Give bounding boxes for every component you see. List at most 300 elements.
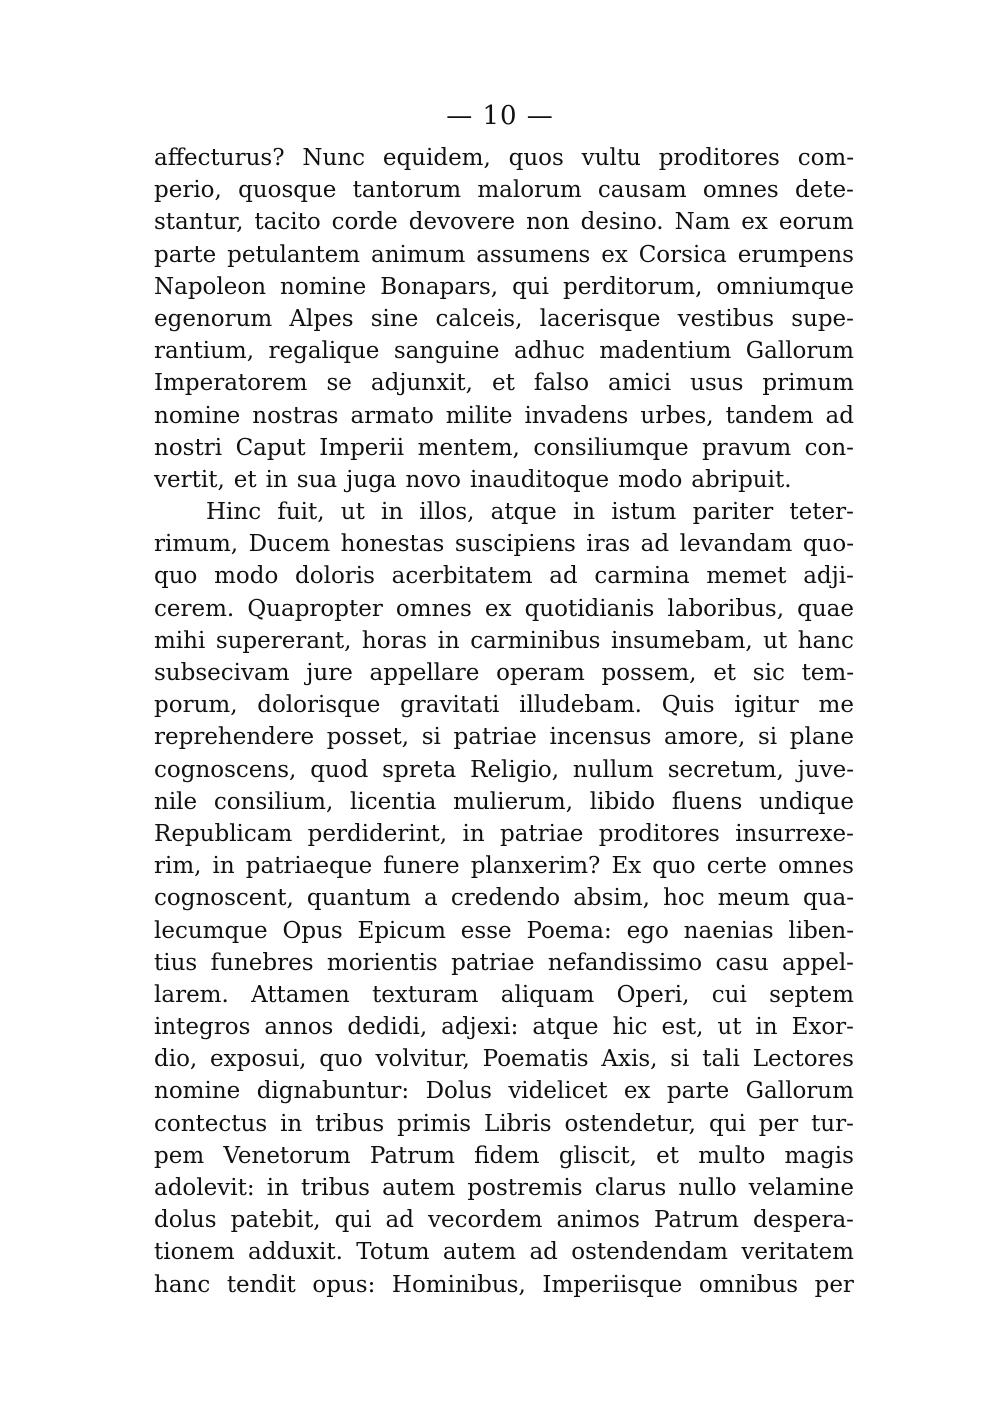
word: falso <box>533 370 590 397</box>
word: meum <box>717 885 790 912</box>
word: modo <box>214 563 279 590</box>
word: cui <box>711 981 747 1008</box>
word: Religio, <box>470 756 560 783</box>
text-line <box>154 142 854 174</box>
word: aliquam <box>500 981 595 1008</box>
word: reprehendere <box>154 724 315 751</box>
word: et <box>656 1142 679 1169</box>
word: laboribus, <box>667 595 785 622</box>
word: ut <box>763 627 788 654</box>
word: Napoleon <box>154 273 267 300</box>
text-line <box>154 1140 854 1172</box>
word: illudebam. <box>519 692 642 719</box>
word: secretum, <box>667 756 784 783</box>
word: igitur <box>734 692 799 719</box>
word: subsecivam <box>154 660 290 686</box>
word: equidem, <box>382 145 491 171</box>
word: in <box>437 627 460 654</box>
word: Operi, <box>616 981 690 1008</box>
word: et <box>233 466 257 493</box>
text-line <box>154 303 854 335</box>
word: absim, <box>573 885 650 912</box>
word: perdiderint, <box>307 820 448 847</box>
word: postremis <box>467 1175 583 1201</box>
text-line <box>154 818 854 850</box>
text-line <box>154 593 854 625</box>
word: tacito <box>254 209 321 236</box>
word: magis <box>784 1142 854 1169</box>
body-text <box>154 142 854 1301</box>
text-line <box>154 1075 854 1107</box>
word: funebres <box>210 949 314 976</box>
word: in <box>280 1110 303 1137</box>
text-line <box>154 882 854 914</box>
word: Attamen <box>251 981 350 1008</box>
word: acerbitatem <box>391 563 533 590</box>
word: gravitati <box>400 692 500 719</box>
word: hanc <box>797 627 854 654</box>
text-line <box>154 239 854 271</box>
text-line <box>154 367 854 399</box>
text-line <box>154 464 854 496</box>
word: nostras <box>252 402 339 429</box>
word: si <box>421 724 441 751</box>
word: libido <box>589 788 656 815</box>
word: omniumque <box>716 273 854 300</box>
word: cerem. <box>154 595 235 622</box>
word: mulierum, <box>453 788 574 815</box>
word: nomine <box>280 273 367 300</box>
word: larem. <box>154 981 229 1008</box>
word: si <box>757 724 778 751</box>
word: primis <box>397 1110 472 1137</box>
word: appellare <box>369 660 480 686</box>
word: et <box>491 370 515 397</box>
word: qui <box>334 1207 372 1234</box>
word: in <box>381 499 404 526</box>
word: liben- <box>788 917 854 944</box>
word: horas <box>361 627 428 654</box>
word: proditores <box>598 820 720 847</box>
word: tribus <box>315 1110 385 1137</box>
word: ex <box>741 209 768 236</box>
word: quod <box>310 756 369 783</box>
word: egenorum <box>154 305 273 332</box>
word: septem <box>769 981 854 1008</box>
word: in <box>266 1175 289 1201</box>
text-line <box>154 1269 854 1301</box>
word: amici <box>608 370 672 397</box>
word: ad <box>549 563 578 590</box>
word: amore, <box>664 724 746 751</box>
word: adduxit. <box>248 1239 343 1266</box>
word: naenias <box>683 917 774 944</box>
text-line <box>154 432 854 464</box>
word: quosque <box>238 177 337 204</box>
word: tur- <box>811 1110 854 1137</box>
word: animum <box>370 241 466 268</box>
word: Imperiisque <box>542 1271 683 1298</box>
word: vultu <box>581 145 641 171</box>
word: Libris <box>484 1110 552 1137</box>
word: ex <box>601 241 628 268</box>
word: Gallorum <box>745 1078 854 1105</box>
page-number: — 10 — <box>446 101 554 131</box>
word: fluens <box>671 788 743 815</box>
word: quo <box>154 563 198 590</box>
word: Quis <box>661 692 715 719</box>
word: Gallorum <box>745 338 854 365</box>
word: Patrum <box>653 1207 739 1234</box>
word: esse <box>460 917 512 944</box>
word: ex <box>623 1078 651 1105</box>
word: perio, <box>154 177 222 204</box>
word: ut <box>717 1014 742 1041</box>
word: patriae <box>453 724 537 751</box>
text-line <box>154 174 854 206</box>
word: dolorisque <box>257 692 381 719</box>
word: qui <box>708 1110 746 1137</box>
word: hic <box>612 1014 648 1041</box>
word: supererant, <box>215 627 352 654</box>
word: tali <box>702 1046 740 1073</box>
word: vestibus <box>677 305 775 332</box>
text-line <box>154 915 854 947</box>
text-line <box>154 721 854 753</box>
word: adji- <box>803 563 854 590</box>
word: juve- <box>797 756 854 783</box>
word: pravum <box>702 434 792 461</box>
word: Alpes <box>289 305 354 332</box>
word: nile <box>154 788 198 815</box>
word: in <box>572 499 596 526</box>
word: videlicet <box>508 1078 608 1105</box>
word: parte <box>154 241 217 268</box>
word: nomine <box>154 402 241 429</box>
word: undique <box>759 788 854 815</box>
text-line <box>154 657 854 689</box>
word: perditorum, <box>562 273 703 300</box>
word: desino. <box>580 209 664 236</box>
word: veritatem <box>741 1239 854 1266</box>
word: tribus <box>301 1175 370 1201</box>
word: licentia <box>350 788 437 815</box>
text-line <box>154 1011 854 1043</box>
text-line <box>154 625 854 657</box>
word: primum <box>762 370 854 397</box>
text-line <box>154 1204 854 1236</box>
word: quos <box>508 145 564 171</box>
word: Dolus <box>425 1078 492 1105</box>
word: ostendendam <box>571 1239 728 1266</box>
word: teter- <box>789 499 854 526</box>
word: volvitur, <box>375 1046 470 1073</box>
word: annos <box>264 1014 334 1041</box>
word: clarus <box>594 1175 667 1201</box>
word: in <box>212 853 235 880</box>
text-line <box>154 1236 854 1268</box>
word: dio, <box>154 1046 198 1073</box>
word: omnes <box>702 177 779 204</box>
word: per <box>814 1271 854 1298</box>
word: omnes <box>395 595 472 622</box>
text-line <box>154 689 854 721</box>
word: atque <box>532 1014 599 1041</box>
text-line <box>154 1108 854 1140</box>
word: invadens <box>524 402 629 429</box>
word: adjexi: <box>441 1014 519 1041</box>
word: patriaeque <box>245 853 373 880</box>
word: adolevit: <box>154 1175 255 1201</box>
word: Republicam <box>154 820 293 847</box>
word: supe- <box>791 305 854 332</box>
word: si <box>670 1046 690 1073</box>
word: cognoscens, <box>154 756 297 783</box>
word: Caput <box>235 434 306 461</box>
word: ut <box>340 499 365 526</box>
word: hoc <box>663 885 705 912</box>
word: quo <box>319 1046 363 1073</box>
word: est, <box>661 1014 704 1041</box>
word: memet <box>706 563 787 590</box>
word: contectus <box>154 1110 268 1137</box>
word: eorum <box>778 209 854 236</box>
word: ostendetur, <box>564 1110 696 1137</box>
word: quo <box>652 853 696 880</box>
word: in <box>462 820 485 847</box>
word: me <box>818 692 854 719</box>
word: spreta <box>382 756 457 783</box>
word: Poematis <box>482 1046 589 1073</box>
word: Quapropter <box>247 595 383 622</box>
word: causam <box>597 177 687 204</box>
word: inauditoque <box>470 466 610 493</box>
word: opus: <box>312 1271 376 1298</box>
word: ad <box>385 1207 414 1234</box>
word: operam <box>496 660 585 686</box>
word: Axis, <box>601 1046 658 1073</box>
word: honestas <box>340 531 445 558</box>
word: adhuc <box>513 338 585 365</box>
word: sic <box>752 660 785 686</box>
word: affecturus? <box>154 145 285 171</box>
word: levandam <box>679 531 793 558</box>
word: tandem <box>725 402 814 429</box>
word: vertit, <box>154 466 225 493</box>
word: regalique <box>268 338 380 365</box>
word: abripuit. <box>691 466 792 493</box>
word: hanc <box>154 1271 211 1298</box>
word: Poema: <box>526 917 612 944</box>
word: Ducem <box>248 531 331 558</box>
word: texturam <box>372 981 479 1008</box>
word: credendo <box>450 885 561 912</box>
word: despera- <box>753 1207 854 1234</box>
word: doloris <box>295 563 375 590</box>
word: carminibus <box>470 627 601 654</box>
word: Exor- <box>791 1014 854 1041</box>
word: pariter <box>692 499 774 526</box>
word: quae <box>797 595 854 622</box>
word: ad <box>640 531 670 558</box>
text-line <box>154 335 854 367</box>
word: posset, <box>326 724 410 751</box>
word: qua- <box>802 885 854 912</box>
word: consiliumque <box>533 434 689 461</box>
word: dignabuntur: <box>256 1078 410 1105</box>
word: pem <box>154 1142 205 1169</box>
word: calceis, <box>435 305 523 332</box>
word: nefandissimo <box>547 949 703 976</box>
word: dedidi, <box>347 1014 428 1041</box>
word: incensus <box>549 724 652 751</box>
word: devovere <box>408 209 516 236</box>
word: possem, <box>601 660 697 686</box>
word: dete- <box>794 177 854 204</box>
word: autem <box>442 1239 517 1266</box>
word: gliscit, <box>558 1142 637 1169</box>
word: autem <box>382 1175 456 1201</box>
word: Bonapars, <box>380 273 499 300</box>
text-line <box>154 496 854 528</box>
word: quotidianis <box>524 595 655 622</box>
word: qui <box>512 273 549 300</box>
word: porum, <box>154 692 238 719</box>
word: cognoscent, <box>154 885 294 912</box>
word: Nunc <box>302 145 366 171</box>
word: corde <box>331 209 398 236</box>
word: nomine <box>154 1078 241 1105</box>
text-line <box>154 1043 854 1075</box>
word: Ex <box>611 853 642 880</box>
word: Imperatorem <box>154 370 308 397</box>
text-line <box>154 400 854 432</box>
word: lacerisque <box>539 305 661 332</box>
word: appel- <box>782 949 854 976</box>
word: ego <box>626 917 669 944</box>
word: lecumque <box>154 917 268 944</box>
word: nullo <box>678 1175 737 1201</box>
text-line <box>154 979 854 1011</box>
word: tantorum <box>352 177 462 204</box>
word: velamine <box>748 1175 854 1201</box>
word: parte <box>666 1078 730 1105</box>
word: milite <box>445 402 513 429</box>
word: novo <box>405 466 462 493</box>
word: tendit <box>226 1271 296 1298</box>
word: Venetorum <box>223 1142 351 1169</box>
word: integros <box>154 1014 251 1041</box>
word: dolus <box>154 1207 217 1234</box>
word: erumpens <box>737 241 854 268</box>
word: sua <box>296 466 338 493</box>
word: Totum <box>356 1239 430 1266</box>
word: jure <box>306 660 353 686</box>
word: in <box>265 466 288 493</box>
word: Corsica <box>638 241 727 268</box>
word: funere <box>383 853 460 880</box>
text-line <box>154 1172 854 1204</box>
word: fidem <box>474 1142 540 1169</box>
word: mihi <box>154 627 206 654</box>
word: quo- <box>802 531 854 558</box>
word: istum <box>611 499 677 526</box>
word: Lectores <box>752 1046 854 1073</box>
word: tionem <box>154 1239 235 1266</box>
word: adjunxit, <box>370 370 473 397</box>
word: iras <box>586 531 631 558</box>
word: stantur, <box>154 209 244 236</box>
word: insurrexe- <box>735 820 854 847</box>
word: illos, <box>419 499 475 526</box>
word: ad <box>529 1239 558 1266</box>
word: Hominibus, <box>391 1271 526 1298</box>
word: urbes, <box>640 402 714 429</box>
word: rantium, <box>154 338 255 365</box>
word: fuit, <box>277 499 325 526</box>
word: armato <box>350 402 434 429</box>
word: insumebam, <box>610 627 753 654</box>
word: omnes <box>778 853 854 880</box>
text-line <box>154 754 854 786</box>
word: usus <box>690 370 744 397</box>
word: certe <box>706 853 768 880</box>
word: a <box>424 885 438 912</box>
text-line <box>154 206 854 238</box>
word: ex <box>484 595 512 622</box>
word: Hinc <box>206 499 262 526</box>
text-line <box>154 560 854 592</box>
word: in <box>755 1014 778 1041</box>
word: tem- <box>801 660 854 686</box>
word: sine <box>370 305 419 332</box>
word: et <box>713 660 737 686</box>
word: planxerim? <box>470 853 601 880</box>
word: sanguine <box>393 338 500 365</box>
word: se <box>326 370 352 397</box>
word: plane <box>789 724 854 751</box>
word: mentem, <box>417 434 520 461</box>
word: com- <box>797 145 854 171</box>
word: Nam <box>674 209 731 236</box>
word: patriae <box>451 949 535 976</box>
word: madentium <box>599 338 732 365</box>
word: assumens <box>476 241 591 268</box>
text-line <box>154 786 854 818</box>
word: petulantem <box>227 241 361 268</box>
word: nostri <box>154 434 223 461</box>
word: patebit, <box>230 1207 321 1234</box>
word: suscipiens <box>454 531 576 558</box>
word: juga <box>346 466 397 493</box>
word: Opus <box>282 917 343 944</box>
word: quantum <box>306 885 411 912</box>
word: consilium, <box>213 788 334 815</box>
word: nullum <box>572 756 654 783</box>
word: proditores <box>658 145 780 171</box>
word: casu <box>715 949 769 976</box>
word: vecordem <box>428 1207 543 1234</box>
word: patriae <box>499 820 584 847</box>
word: Imperii <box>319 434 405 461</box>
word: Patrum <box>369 1142 455 1169</box>
word: animos <box>556 1207 640 1234</box>
word: morientis <box>326 949 438 976</box>
text-line <box>154 271 854 303</box>
text-line <box>154 528 854 560</box>
word: con- <box>804 434 854 461</box>
word: ad <box>825 402 854 429</box>
